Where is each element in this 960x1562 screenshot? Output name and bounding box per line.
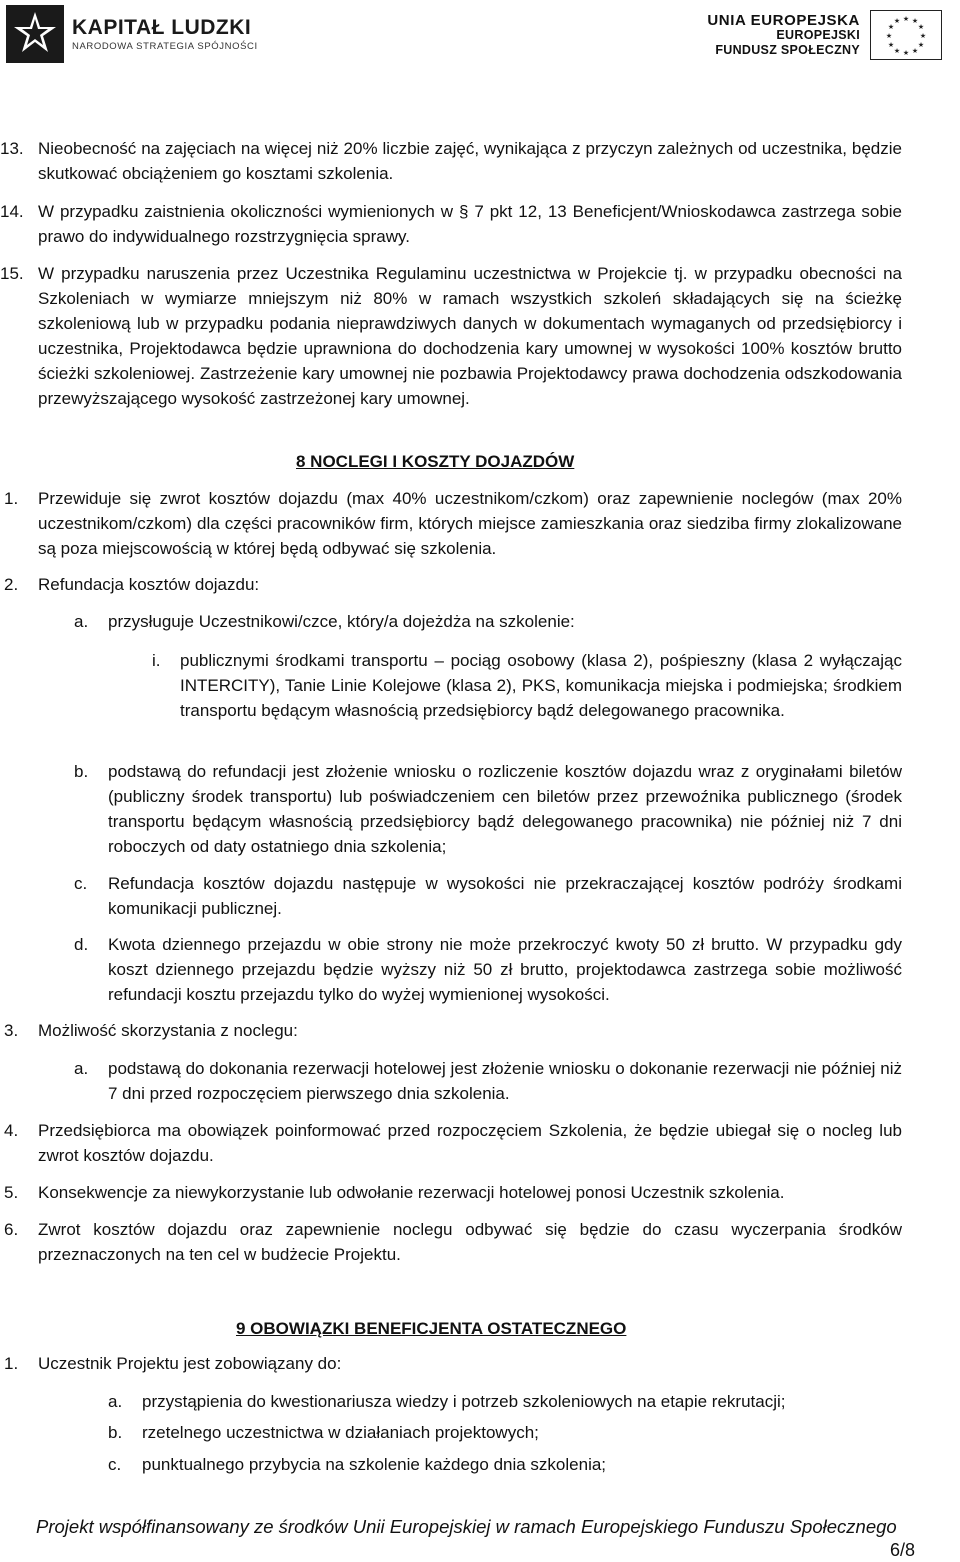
s8-item-2d-number: d. — [74, 935, 89, 954]
section-8-heading: 8 NOCLEGI I KOSZTY DOJAZDÓW — [296, 452, 575, 471]
s8-item-3a-text: podstawą do dokonania rezerwacji hotelowej jest złożenie wniosku o dokonanie rezerwacji nie później niż 7 dni przed rozpoczęciem pierwszego dnia szkolenia. — [108, 1059, 902, 1103]
s9-subitem-a-number: a. — [108, 1392, 123, 1411]
s9-subitem-b-text: rzetelnego uczestnictwa w działaniach projektowych; — [142, 1423, 539, 1442]
svg-text:★: ★ — [919, 32, 927, 40]
s8-item-2b-text: podstawą do refundacji jest złożenie wniosku o rozliczenie kosztów dojazdu wraz z oryginałami biletów (publiczny środek transportu) lub poświadczeniem cen biletów przez przewoźnika publicznego (środek transportu będącym własnością przedsiębiorcy bądź delegowanego pracownika) nie później niż 7 dni roboczych od daty ostatniego dnia szkolenia; — [108, 762, 902, 856]
s8-item-3-number: 3. — [4, 1021, 19, 1040]
eu-logo-line3: FUNDUSZ SPOŁECZNY — [715, 42, 860, 57]
svg-text:★: ★ — [893, 17, 901, 25]
s8-item-4-number: 4. — [4, 1121, 19, 1140]
svg-text:★: ★ — [887, 41, 895, 49]
footer-text: Projekt współfinansowany ze środków Unii Europejskiej w ramach Europejskiego Funduszu Społecznego — [36, 1516, 897, 1537]
s8-item-2-text: Refundacja kosztów dojazdu: — [38, 575, 260, 594]
s8-item-3-text: Możliwość skorzystania z noclegu: — [38, 1021, 298, 1040]
s8-item-1-text: Przewiduje się zwrot kosztów dojazdu (max 40% uczestnikom/czkom) oraz zapewnienie noclegów (max 20% uczestnikom/czkom) dla części pracowników firm, których miejsce zamieszkania oraz siedziba firmy zlokalizowane są poza miejscowością w której będą odbywać się szkolenia. — [38, 489, 902, 558]
s8-item-2b-number: b. — [74, 762, 89, 781]
kapital-ludzki-subtitle: NARODOWA STRATEGIA SPÓJNOŚCI — [72, 40, 258, 52]
eu-logo-line1: UNIA EUROPEJSKA — [707, 11, 860, 29]
s8-item-6-number: 6. — [4, 1220, 19, 1239]
s9-subitem-b-number: b. — [108, 1423, 123, 1442]
s8-item-2d-text: Kwota dziennego przejazdu w obie strony nie może przekroczyć kwoty 50 zł brutto. W przypadku gdy koszt dziennego przejazdu będzie wyższy niż 50 zł brutto, projektodawca zastrzega sobie możliwość refundacji kosztu przejazdu tylko do wyżej wymienionej wysokości. — [108, 935, 902, 1004]
s8-item-1-number: 1. — [4, 489, 19, 508]
s8-item-5-text: Konsekwencje za niewykorzystanie lub odwołanie rezerwacji hotelowej ponosi Uczestnik szkolenia. — [38, 1183, 785, 1202]
item-13-number: 13. — [0, 139, 24, 158]
svg-text:★: ★ — [887, 23, 895, 31]
s8-item-2ai-number: i. — [152, 651, 161, 670]
s8-item-3a-number: a. — [74, 1059, 89, 1078]
s9-subitem-c-text: punktualnego przybycia na szkolenie każdego dnia szkolenia; — [142, 1455, 607, 1474]
eu-logo — [707, 10, 942, 60]
s8-item-2-number: 2. — [4, 575, 19, 594]
s9-subitem-a-text: przystąpienia do kwestionariusza wiedzy i potrzeb szkoleniowych na etapie rekrutacji; — [142, 1392, 786, 1411]
kapital-ludzki-logo — [6, 4, 258, 64]
s8-item-6-text: Zwrot kosztów dojazdu oraz zapewnienie noclegu odbywać się będzie do czasu wyczerpania środków przeznaczonych na ten cel w budżecie Projektu. — [38, 1220, 902, 1264]
svg-text:★: ★ — [917, 23, 925, 31]
s9-item-1-number: 1. — [4, 1354, 19, 1373]
svg-text:★: ★ — [902, 15, 910, 23]
svg-text:★: ★ — [917, 41, 925, 49]
svg-text:★: ★ — [911, 47, 919, 55]
s8-item-4-text: Przedsiębiorca ma obowiązek poinformować przed rozpoczęciem Szkolenia, że będzie ubiegał się o nocleg lub zwrot kosztów dojazdu. — [38, 1121, 902, 1165]
kapital-ludzki-name: KAPITAŁ LUDZKI — [72, 15, 252, 39]
s9-item-1-text: Uczestnik Projektu jest zobowiązany do: — [38, 1354, 342, 1373]
item-15-number: 15. — [0, 264, 24, 283]
item-14-text: W przypadku zaistnienia okoliczności wymienionych w § 7 pkt 12, 13 Beneficjent/Wnioskodawca zastrzega sobie prawo do indywidualnego rozstrzygnięcia sprawy. — [38, 202, 902, 246]
item-13-text: Nieobecność na zajęciach na więcej niż 20% liczbie zajęć, wynikająca z przyczyn zależnych od uczestnika, będzie skutkować obciążeniem go kosztami szkolenia. — [38, 139, 902, 183]
svg-text:★: ★ — [911, 17, 919, 25]
s8-item-2c-text: Refundacja kosztów dojazdu następuje w wysokości nie przekraczającej kosztów podróży środkami komunikacji publicznej. — [108, 874, 902, 918]
s8-item-2ai-text: publicznymi środkami transportu – pociąg osobowy (klasa 2), pośpieszny (klasa 2 wyłączając INTERCITY), Tanie Linie Kolejowe (klasa 2), PKS, komunikacja miejska i podmiejska; środkiem transportu będącym własnością przedsiębiorcy bądź delegowanego pracownika. — [180, 651, 902, 720]
item-14-number: 14. — [0, 202, 24, 221]
page-number: 6/8 — [890, 1540, 916, 1560]
svg-text:★: ★ — [902, 49, 910, 57]
section-9-heading: 9 OBOWIĄZKI BENEFICJENTA OSTATECZNEGO — [236, 1319, 627, 1338]
s8-item-5-number: 5. — [4, 1183, 19, 1202]
kapital-ludzki-icon — [6, 5, 64, 63]
eu-flag-icon — [870, 10, 942, 60]
eu-logo-line2: EUROPEJSKI — [776, 27, 860, 42]
s9-subitem-c-number: c. — [108, 1455, 122, 1474]
s8-item-2c-number: c. — [74, 874, 88, 893]
svg-text:★: ★ — [885, 32, 893, 40]
svg-text:★: ★ — [893, 47, 901, 55]
s8-item-2a-text: przysługuje Uczestnikowi/czce, który/a dojeżdża na szkolenie: — [108, 612, 575, 631]
item-15-text: W przypadku naruszenia przez Uczestnika Regulaminu uczestnictwa w Projekcie tj. w przypadku obecności na Szkoleniach w wymiarze mniejszym niż 80% w ramach wszystkich szkoleń składających się na ścieżkę szkoleniową lub w przypadku podania nieprawdziwych danych w dokumentach wymaganych od przedsiębiorcy i uczestnika, Projektodawca będzie uprawniona do dochodzenia kary umownej w wysokości 100% kosztów brutto ścieżki szkoleniowej. Zastrzeżenie kary umownej nie pozbawia Projektodawcy prawa dochodzenia odszkodowania przewyższającego wysokość zastrzeżonej kary umownej. — [38, 264, 902, 408]
s8-item-2a-number: a. — [74, 612, 89, 631]
